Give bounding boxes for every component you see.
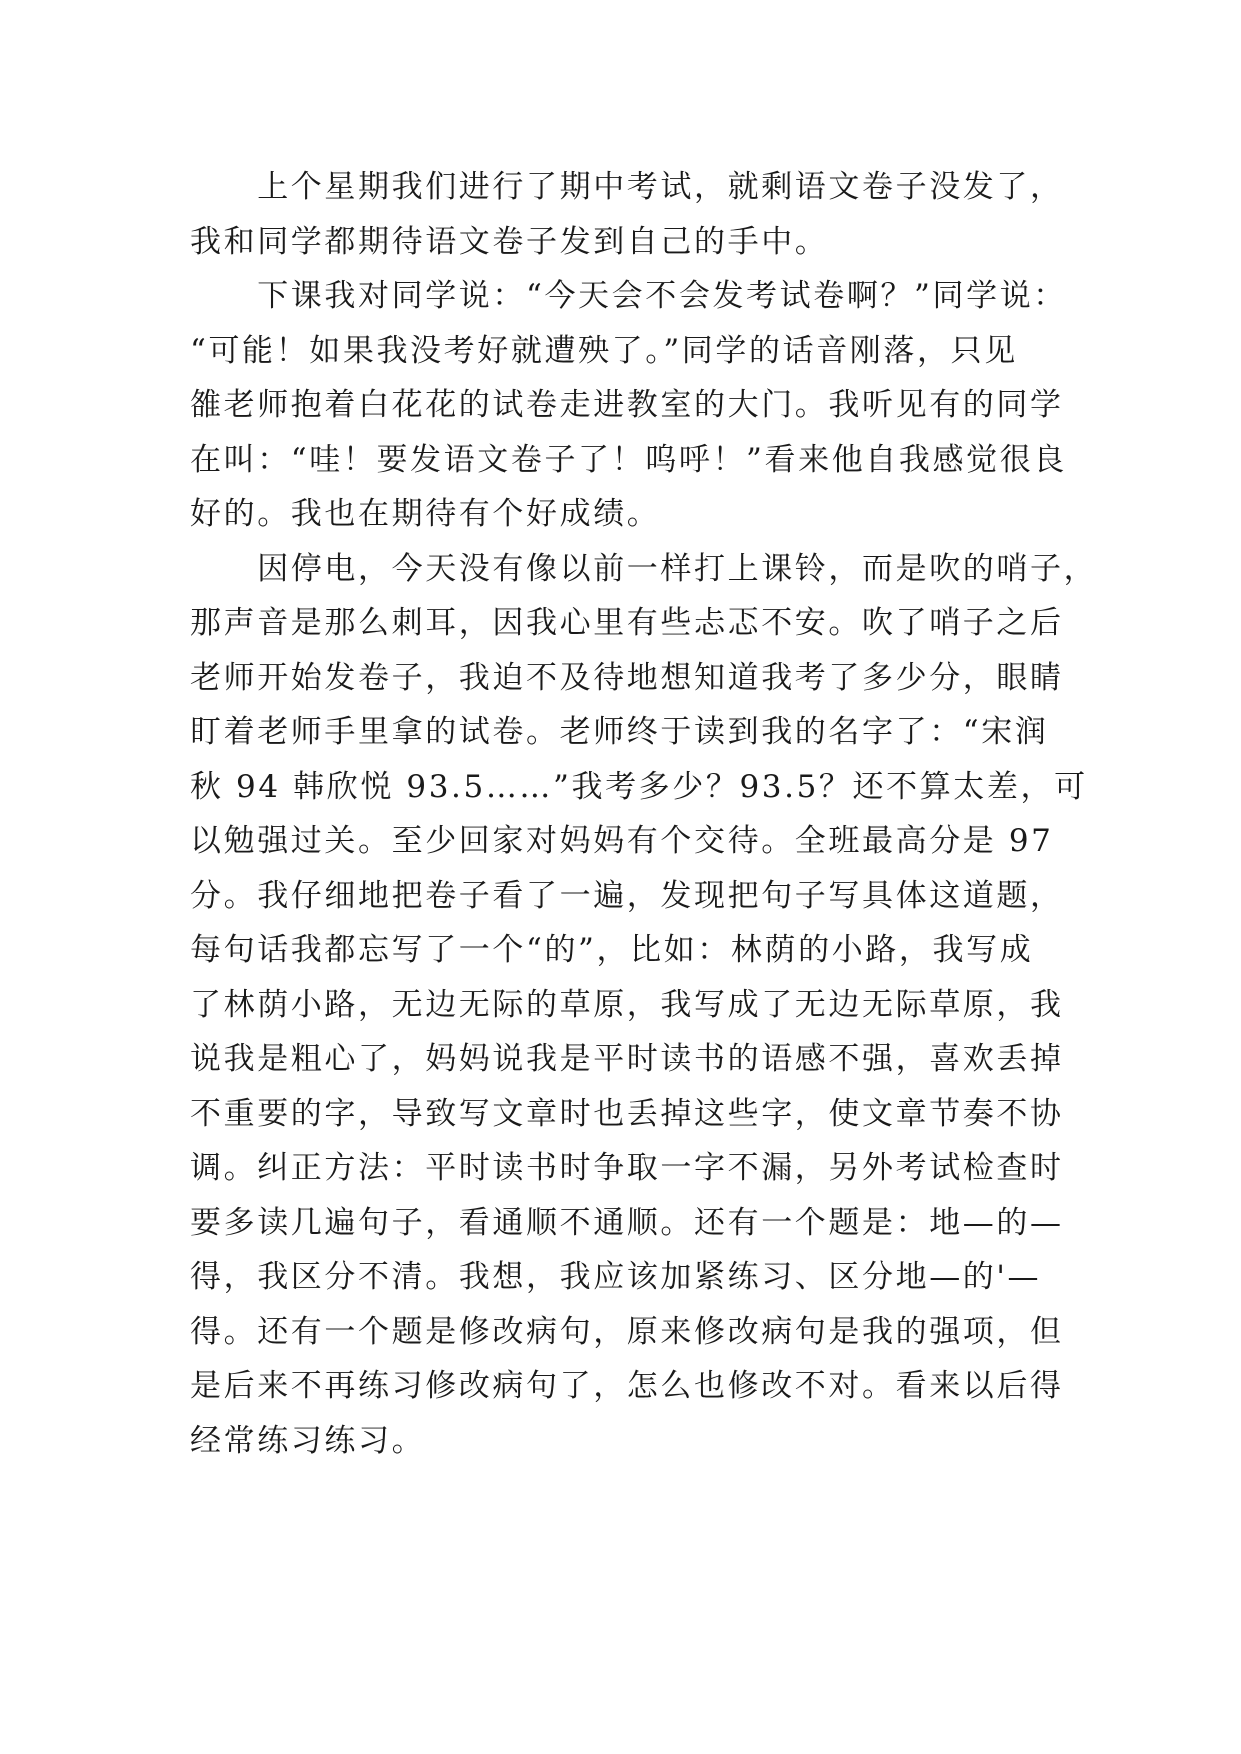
text-line: 好的。我也在期待有个好成绩。 — [190, 496, 661, 532]
text-line: 老师开始发卷子，我迫不及待地想知道我考了多少分，眼睛 — [190, 659, 1064, 696]
text-line: 得，我区分不清。我想，我应该加紧练习、区分地—的'— — [190, 1259, 1042, 1295]
text-line: 因停电，今天没有像以前一样打上课铃，而是吹的哨子， — [190, 550, 1098, 587]
text-line: 不重要的字，导致写文章时也丢掉这些字，使文章节奏不协 — [190, 1095, 1064, 1132]
text-line: 秋 94 韩欣悦 93.5……”我考多少？93.5？还不算太差，可 — [190, 768, 1088, 805]
text-line: 那声音是那么刺耳，因我心里有些忐忑不安。吹了哨子之后 — [190, 605, 1064, 641]
text-line: 分。我仔细地把卷子看了一遍，发现把句子写具体这道题， — [190, 877, 1064, 914]
essay-body — [190, 160, 1098, 1468]
text-line: 以勉强过关。至少回家对妈妈有个交待。全班最高分是 97 — [190, 823, 1054, 859]
text-line: 要多读几遍句子，看通顺不通顺。还有一个题是：地—的— — [190, 1204, 1064, 1241]
text-line: “可能！如果我没考好就遭殃了。”同学的话音刚落，只见 — [190, 332, 1018, 369]
text-line: 是后来不再练习修改病句了，怎么也修改不对。看来以后得 — [190, 1368, 1064, 1404]
text-line: 调。纠正方法：平时读书时争取一字不漏，另外考试检查时 — [190, 1150, 1064, 1186]
text-line: 经常练习练习。 — [190, 1422, 426, 1459]
text-line: 盯着老师手里拿的试卷。老师终于读到我的名字了：“宋润 — [190, 714, 1049, 750]
text-line: 我和同学都期待语文卷子发到自己的手中。 — [190, 223, 829, 260]
text-line: 上个星期我们进行了期中考试，就剩语文卷子没发了， — [190, 169, 1064, 205]
text-line: 下课我对同学说：“今天会不会发考试卷啊？”同学说： — [190, 278, 1067, 314]
text-line: 了林荫小路，无边无际的草原，我写成了无边无际草原，我 — [190, 986, 1064, 1023]
text-line: 每句话我都忘写了一个“的”，比如：林荫的小路，我写成 — [190, 932, 1034, 968]
text-line: 在叫：“哇！要发语文卷子了！呜呼！”看来他自我感觉很良 — [190, 441, 1067, 478]
text-line: 雒老师抱着白花花的试卷走进教室的大门。我听见有的同学 — [190, 387, 1064, 423]
text-line: 说我是粗心了，妈妈说我是平时读书的语感不强，喜欢丢掉 — [190, 1041, 1064, 1077]
text-line: 得。还有一个题是修改病句，原来修改病句是我的强项，但 — [190, 1313, 1064, 1350]
